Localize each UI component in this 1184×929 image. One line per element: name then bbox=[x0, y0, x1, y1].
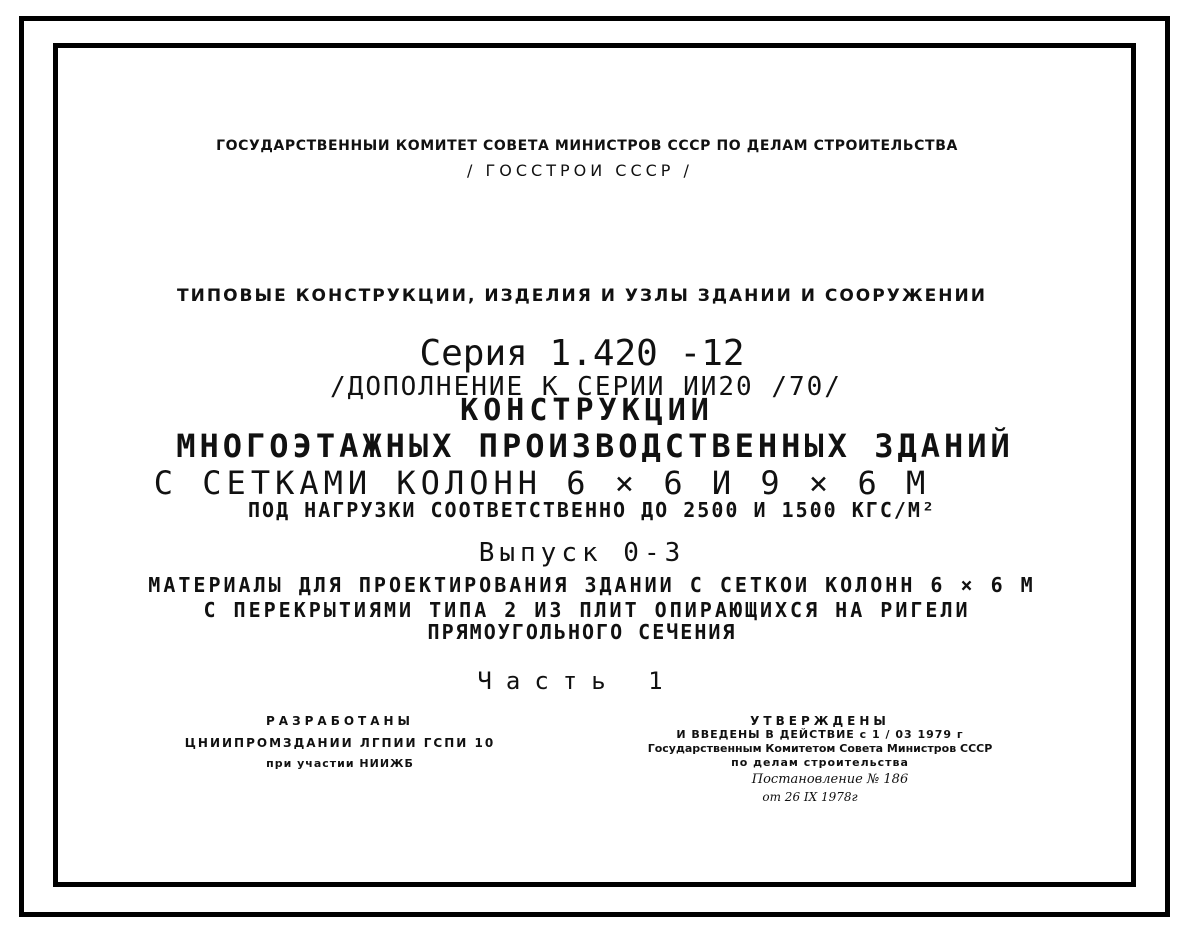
document-title-line-2: МНОГОЭТАЖНЫХ ПРОИЗВОДСТВЕННЫХ ЗДАНИЙ bbox=[176, 427, 1014, 465]
developed-heading: РАЗРАБОТАНЫ bbox=[266, 714, 414, 728]
series-number: Серия 1.420 -12 bbox=[419, 333, 745, 374]
category-title: ТИПОВЫЕ КОНСТРУКЦИИ, ИЗДЕЛИЯ И УЗЛЫ ЗДАНИИ И СООРУЖЕНИИ bbox=[177, 286, 987, 306]
series-supplement: /ДОПОЛНЕНИЕ К СЕРИИ ИИ20 /70/ bbox=[330, 372, 842, 402]
part-number: Часть 1 bbox=[477, 667, 677, 695]
approval-committee: Государственным Комитетом Совета Министров СССР bbox=[647, 742, 993, 755]
approved-heading: УТВЕРЖДЕНЫ bbox=[750, 714, 890, 728]
load-specification: ПОД НАГРУЗКИ СООТВЕТСТВЕННО ДО 2500 И 1500 КГС/М² bbox=[247, 498, 936, 522]
document-title-line-3: С СЕТКАМИ КОЛОНН 6 × 6 И 9 × 6 М bbox=[153, 464, 931, 502]
developer-partner: при участии НИИЖБ bbox=[266, 757, 414, 770]
materials-line-2: С ПЕРЕКРЫТИЯМИ ТИПА 2 ИЗ ПЛИТ ОПИРАЮЩИХСЯ НА РИГЕЛИ bbox=[203, 598, 971, 622]
materials-line-1: МАТЕРИАЛЫ ДЛЯ ПРОЕКТИРОВАНИЯ ЗДАНИИ С СЕТКОИ КОЛОНН 6 × 6 М bbox=[148, 573, 1036, 597]
document-title-line-1: КОНСТРУКЦИИ bbox=[460, 393, 714, 428]
issue-number: Выпуск 0-3 bbox=[478, 538, 686, 568]
approval-introduced-date: И ВВЕДЕНЫ В ДЕЙСТВИЕ с 1 / 03 1979 г bbox=[676, 728, 964, 741]
ministry-heading: ГОСУДАРСТВЕННЫИ КОМИТЕТ СОВЕТА МИНИСТРОВ СССР ПО ДЕЛАМ СТРОИТЕЛЬСТВА bbox=[216, 138, 958, 154]
approval-affairs: по делам строительства bbox=[731, 756, 909, 769]
developer-organization: ЦНИИПРОМЗДАНИИ ЛГПИИ ГСПИ 10 bbox=[184, 736, 496, 750]
approval-decree: Постановление № 186 bbox=[751, 772, 909, 787]
approval-decree-date: от 26 IX 1978г bbox=[762, 790, 858, 804]
materials-line-3: ПРЯМОУГОЛЬНОГО СЕЧЕНИЯ bbox=[427, 620, 737, 644]
gosstroy-heading: / ГОССТРОИ СССР / bbox=[467, 161, 693, 180]
